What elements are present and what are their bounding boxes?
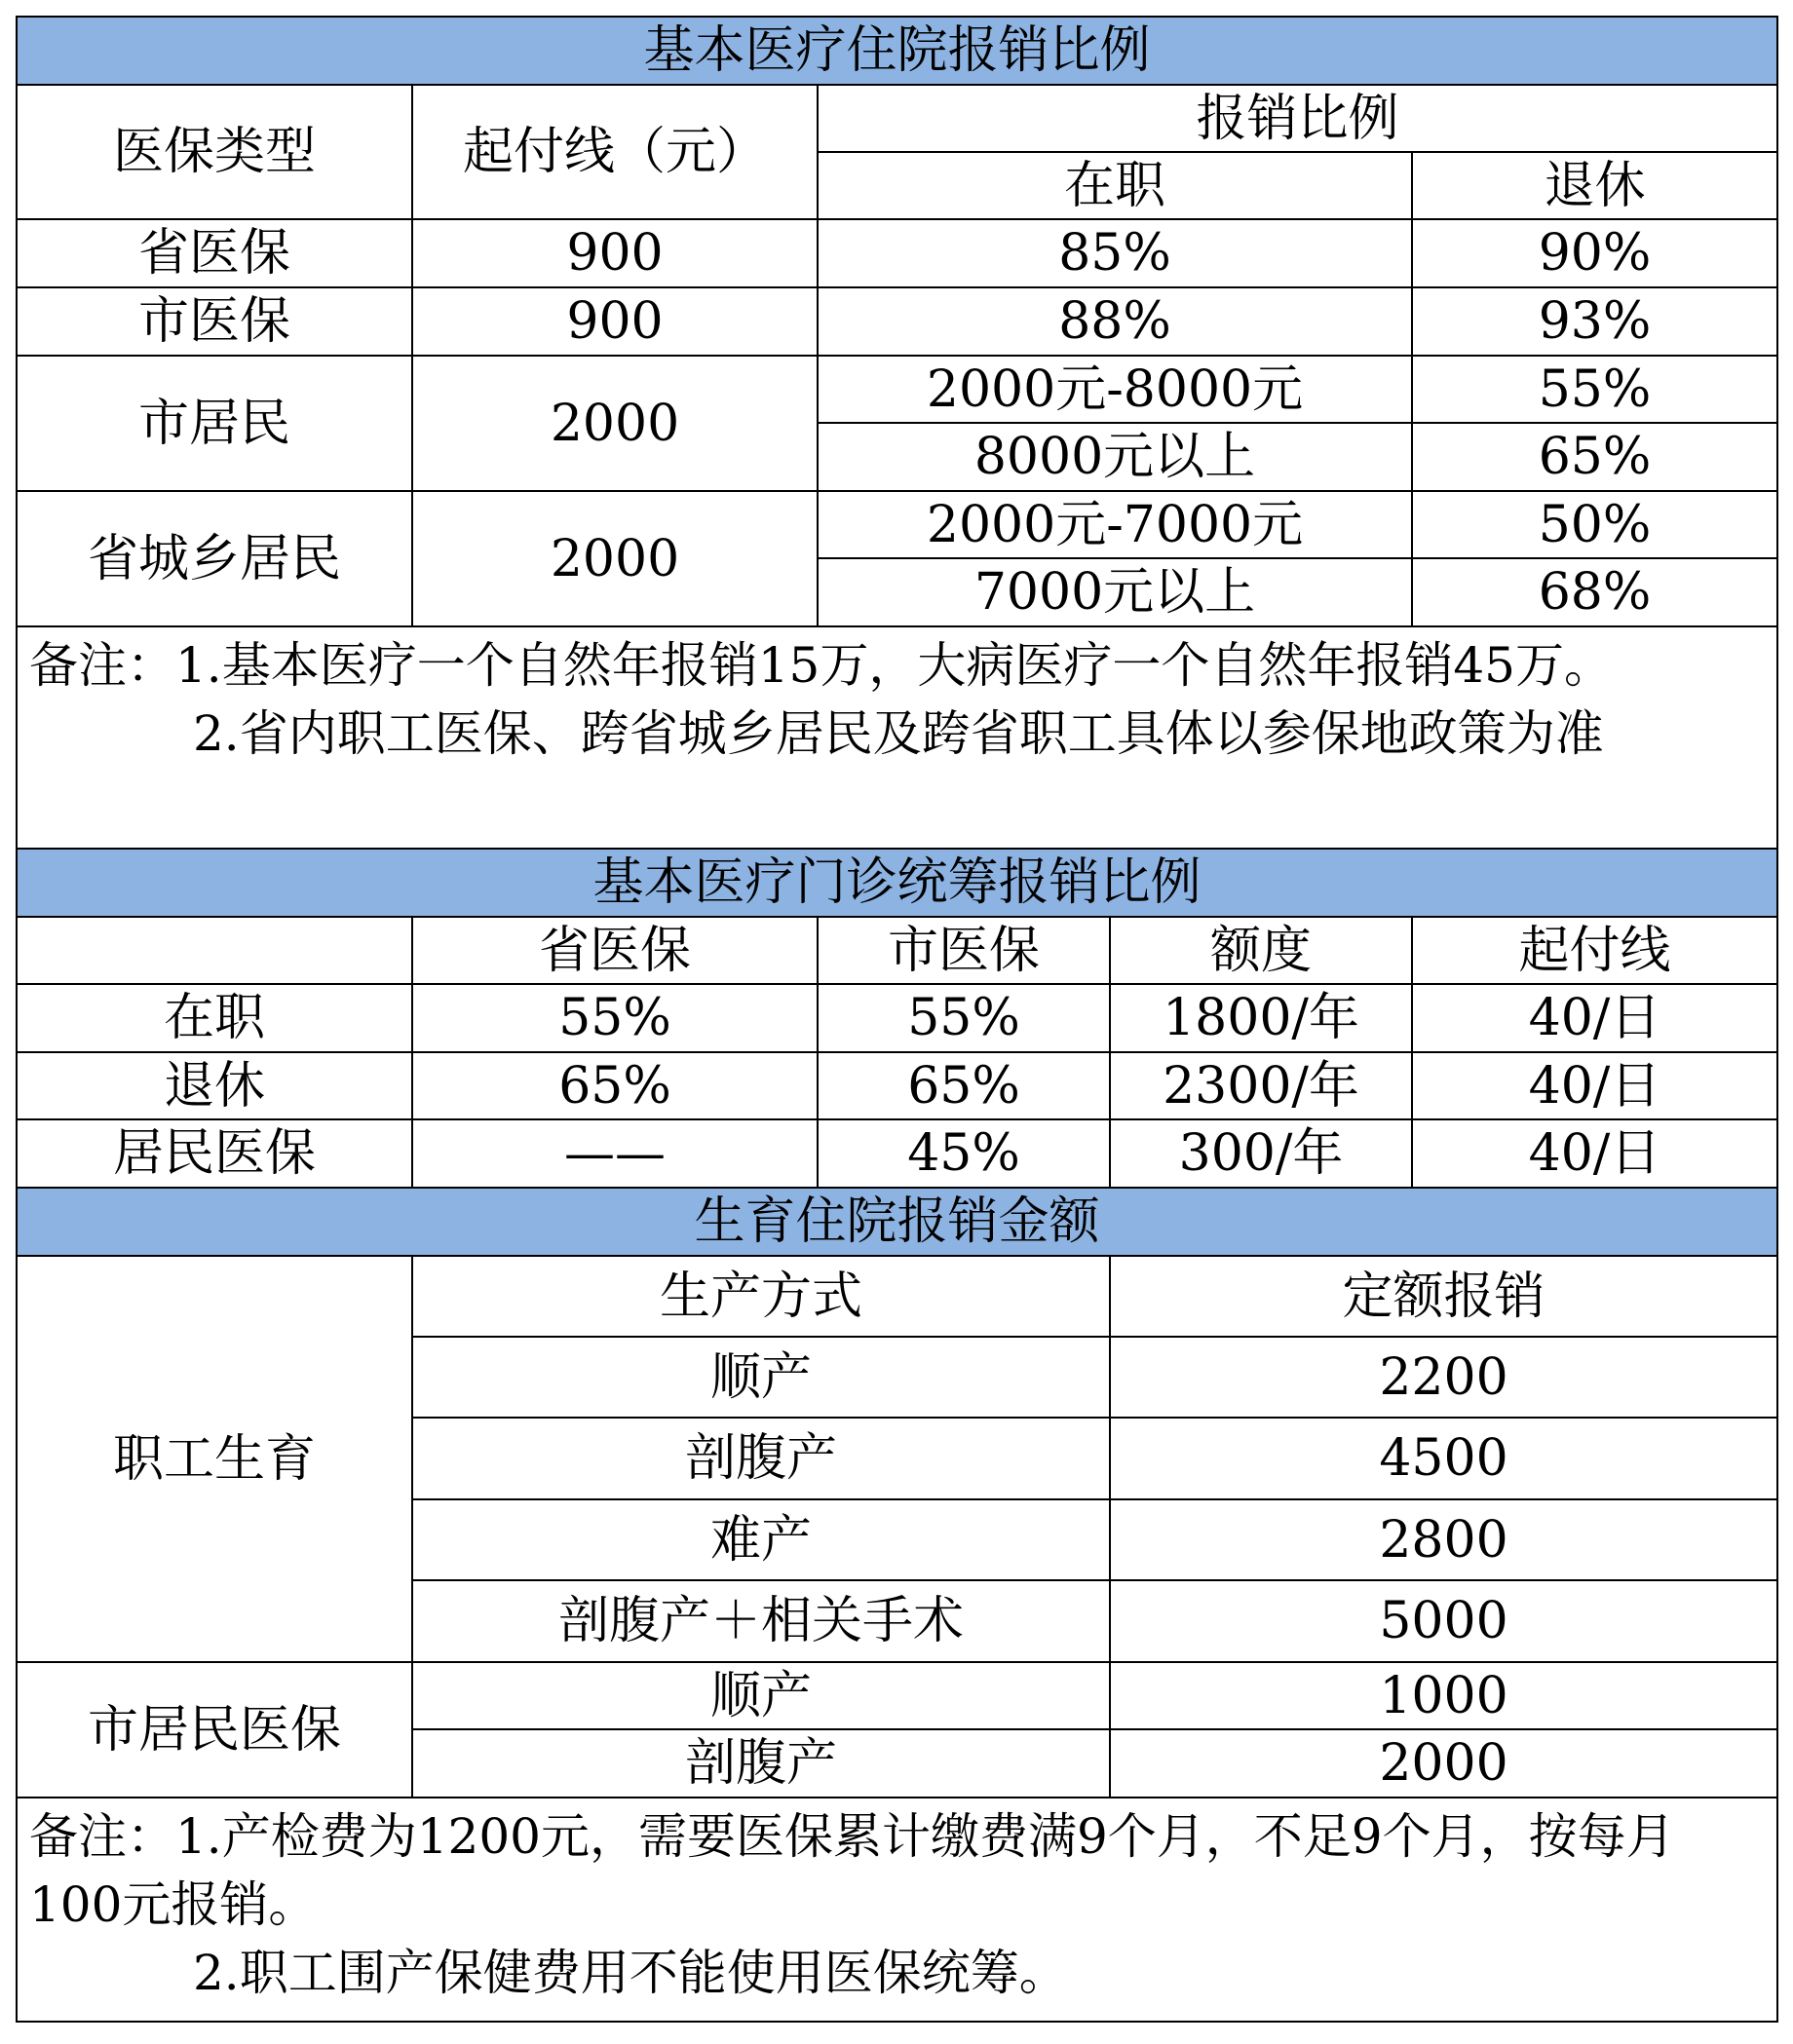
cell-value: 40/日: [1412, 984, 1777, 1052]
col-reimburse-ratio: 报销比例: [818, 85, 1777, 152]
cell-value: 300/年: [1110, 1119, 1412, 1188]
note-line-1: 备注：1.产检费为1200元，需要医保累计缴费满9个月，不足9个月，按每月100元报销。: [29, 1808, 1675, 1933]
col-fixed-amount: 定额报销: [1110, 1256, 1777, 1337]
cell-value: 55%: [818, 984, 1110, 1052]
employed-ratio: 88%: [818, 287, 1412, 356]
cell-value: 2300/年: [1110, 1052, 1412, 1119]
fixed-amount: 2200: [1110, 1337, 1777, 1418]
fixed-amount: 1000: [1110, 1662, 1777, 1729]
col-insurance-type: 医保类型: [17, 85, 412, 219]
table-row: [17, 1119, 1777, 1188]
deductible-value: 2000: [412, 356, 818, 491]
inpatient-note: [17, 626, 1777, 849]
tier-range: 8000元以上: [818, 423, 1412, 491]
tier-ratio: 65%: [1412, 423, 1777, 491]
retired-ratio: 93%: [1412, 287, 1777, 356]
cell-value: 65%: [412, 1052, 818, 1119]
note-line-2: 2.省内职工医保、跨省城乡居民及跨省职工具体以参保地政策为准: [193, 705, 1604, 762]
cell-value: 45%: [818, 1119, 1110, 1188]
cell-value: 65%: [818, 1052, 1110, 1119]
insurance-type: 市居民: [17, 356, 412, 491]
fixed-amount: 4500: [1110, 1418, 1777, 1499]
row-label: 退休: [17, 1052, 412, 1119]
birth-method: 剖腹产＋相关手术: [412, 1580, 1110, 1662]
birth-method: 剖腹产: [412, 1729, 1110, 1798]
tier-ratio: 50%: [1412, 491, 1777, 558]
col-deductible: 起付线: [1412, 917, 1777, 984]
cell-value: 40/日: [1412, 1119, 1777, 1188]
col-employed: 在职: [818, 152, 1412, 219]
table-row: [17, 356, 1777, 423]
deductible-value: 900: [412, 219, 818, 287]
table-row: [17, 1662, 1777, 1729]
inpatient-title: 基本医疗住院报销比例: [17, 17, 1777, 85]
fixed-amount: 5000: [1110, 1580, 1777, 1662]
insurance-type: 省医保: [17, 219, 412, 287]
cell-value: 55%: [412, 984, 818, 1052]
maternity-title: 生育住院报销金额: [17, 1188, 1777, 1256]
tier-ratio: 68%: [1412, 558, 1777, 626]
employed-ratio: 85%: [818, 219, 1412, 287]
inpatient-table: [16, 16, 1778, 850]
col-blank: [17, 917, 412, 984]
retired-ratio: 90%: [1412, 219, 1777, 287]
outpatient-table: [16, 848, 1778, 1189]
insurance-type: 市医保: [17, 287, 412, 356]
employee-maternity-label: 职工生育: [17, 1256, 412, 1662]
tier-range: 2000元-7000元: [818, 491, 1412, 558]
table-row: [17, 219, 1777, 287]
birth-method: 难产: [412, 1499, 1110, 1580]
note-line-2: 2.职工围产保健费用不能使用医保统筹。: [193, 1945, 1068, 2001]
col-deductible: 起付线（元）: [412, 85, 818, 219]
maternity-table: [16, 1187, 1778, 2023]
cell-value: ——: [412, 1119, 818, 1188]
col-province: 省医保: [412, 917, 818, 984]
maternity-note: [17, 1798, 1777, 2022]
birth-method: 顺产: [412, 1337, 1110, 1418]
table-row: [17, 287, 1777, 356]
col-retired: 退休: [1412, 152, 1777, 219]
tier-range: 2000元-8000元: [818, 356, 1412, 423]
table-row: [17, 1052, 1777, 1119]
insurance-type: 省城乡居民: [17, 491, 412, 626]
col-quota: 额度: [1110, 917, 1412, 984]
row-label: 居民医保: [17, 1119, 412, 1188]
deductible-value: 2000: [412, 491, 818, 626]
table-row: [17, 984, 1777, 1052]
fixed-amount: 2800: [1110, 1499, 1777, 1580]
cell-value: 1800/年: [1110, 984, 1412, 1052]
table-row: [17, 491, 1777, 558]
col-city: 市医保: [818, 917, 1110, 984]
birth-method: 顺产: [412, 1662, 1110, 1729]
fixed-amount: 2000: [1110, 1729, 1777, 1798]
resident-maternity-label: 市居民医保: [17, 1662, 412, 1798]
deductible-value: 900: [412, 287, 818, 356]
birth-method: 剖腹产: [412, 1418, 1110, 1499]
tier-range: 7000元以上: [818, 558, 1412, 626]
tier-ratio: 55%: [1412, 356, 1777, 423]
row-label: 在职: [17, 984, 412, 1052]
note-line-1: 备注：1.基本医疗一个自然年报销15万，大病医疗一个自然年报销45万。: [29, 637, 1613, 694]
cell-value: 40/日: [1412, 1052, 1777, 1119]
col-birth-method: 生产方式: [412, 1256, 1110, 1337]
outpatient-title: 基本医疗门诊统筹报销比例: [17, 849, 1777, 917]
